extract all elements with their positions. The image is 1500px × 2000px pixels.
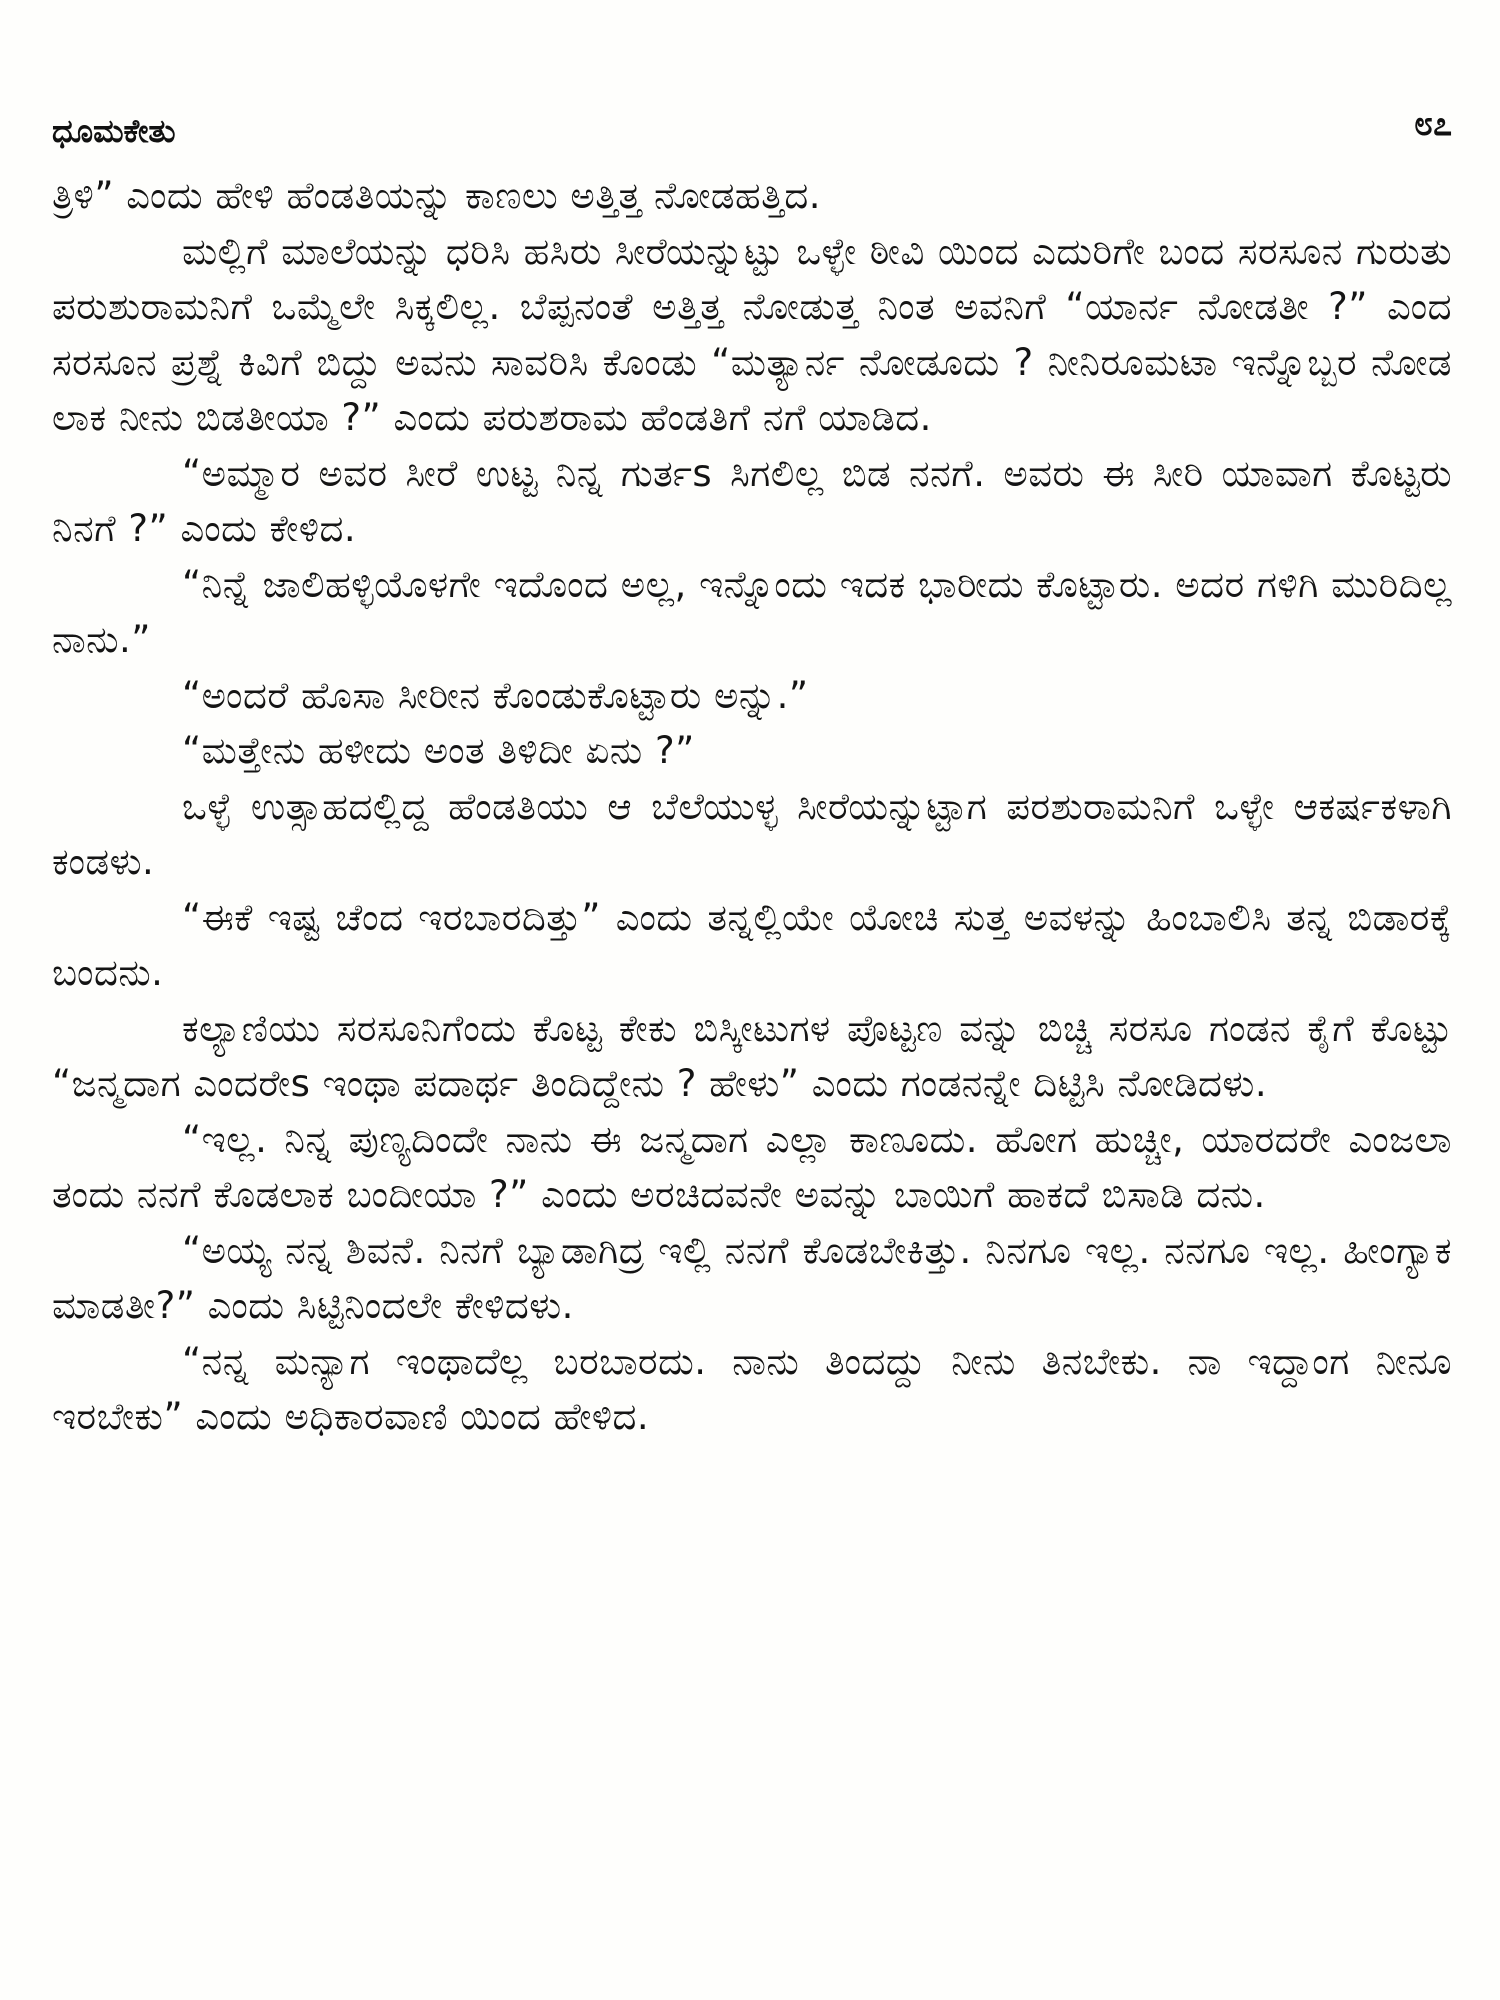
paragraph: “ನಿನ್ನೆ ಜಾಲಿಹಳ್ಳಿಯೊಳಗೇ ಇದೊಂದ ಅಲ್ಲ, ಇನ್ನೊಂದು ಇದಕ ಭಾರೀದು ಕೊಟ್ಟಾರು. ಅದರ ಗಳಿಗಿ ಮುರಿದಿಲ್ಲ ನಾನು.” xyxy=(52,562,1452,661)
paragraph: ಮಲ್ಲಿಗೆ ಮಾಲೆಯನ್ನು ಧರಿಸಿ ಹಸಿರು ಸೀರೆಯನ್ನುಟ್ಟು ಒಳ್ಳೇ ಠೀವಿ ಯಿಂದ ಎದುರಿಗೇ ಬಂದ ಸರಸೂನ ಗುರುತು ಪರುಶುರಾಮನಿಗೆ ಒಮ್ಮೆಲೇ ಸಿಕ್ಕಲಿಲ್ಲ. ಬೆಪ್ಪನಂತೆ ಅತ್ತಿತ್ತ ನೋಡುತ್ತ ನಿಂತ ಅವನಿಗೆ “ಯಾರ್ನ ನೋಡತೀ ?” ಎಂದ ಸರಸೂನ ಪ್ರಶ್ನೆ ಕಿವಿಗೆ ಬಿದ್ದು ಅವನು ಸಾವರಿಸಿ ಕೊಂಡು “ಮತ್ಯಾರ್ನ ನೋಡೂದು ? ನೀನಿರೂಮಟಾ ಇನ್ನೊಬ್ಬರ ನೋಡ ಲಾಕ ನೀನು ಬಿಡತೀಯಾ ?” ಎಂದು ಪರುಶರಾಮ ಹೆಂಡತಿಗೆ ನಗೆ ಯಾಡಿದ. xyxy=(52,229,1452,439)
paragraph: “ಅಮ್ಮಾರ ಅವರ ಸೀರೆ ಉಟ್ಟ ನಿನ್ನ ಗುರ್ತs ಸಿಗಲಿಲ್ಲ ಬಿಡ ನನಗೆ. ಅವರು ಈ ಸೀರಿ ಯಾವಾಗ ಕೊಟ್ಟರು ನಿನಗೆ ?” ಎಂದು ಕೇಳಿದ. xyxy=(52,451,1452,550)
paragraph: ತ್ರಿಳಿ” ಎಂದು ಹೇಳಿ ಹೆಂಡತಿಯನ್ನು ಕಾಣಲು ಅತ್ತಿತ್ತ ನೋಡಹತ್ತಿದ. xyxy=(52,174,821,217)
paragraph: ಕಲ್ಯಾಣಿಯು ಸರಸೂನಿಗೆಂದು ಕೊಟ್ಟ ಕೇಕು ಬಿಸ್ಕೀಟುಗಳ ಪೊಟ್ಟಣ ವನ್ನು ಬಿಚ್ಚಿ ಸರಸೂ ಗಂಡನ ಕೈಗೆ ಕೊಟ್ಟು “ಜನ್ಮದಾಗ ಎಂದರೇs ಇಂಥಾ ಪದಾರ್ಥ ತಿಂದಿದ್ದೇನು ? ಹೇಳು” ಎಂದು ಗಂಡನನ್ನೇ ದಿಟ್ಟಿಸಿ ನೋಡಿದಳು. xyxy=(52,1006,1452,1105)
page-header xyxy=(52,104,1452,172)
paragraph: “ಅಂದರೆ ಹೊಸಾ ಸೀರೀನ ಕೊಂಡುಕೊಟ್ಟಾರು ಅನ್ನು.” xyxy=(182,673,809,717)
body-text xyxy=(52,168,1452,1445)
paragraph: “ಇಲ್ಲ. ನಿನ್ನ ಪುಣ್ಯದಿಂದೇ ನಾನು ಈ ಜನ್ಮದಾಗ ಎಲ್ಲಾ ಕಾಣೂದು. ಹೋಗ ಹುಚ್ಚೀ, ಯಾರದರೇ ಎಂಜಲಾ ತಂದು ನನಗೆ ಕೊಡಲಾಕ ಬಂದೀಯಾ ?” ಎಂದು ಅರಚಿದವನೇ ಅವನ್ನು ಬಾಯಿಗೆ ಹಾಕದೆ ಬಿಸಾಡಿ ದನು. xyxy=(52,1117,1452,1216)
page-number: ೮೭ xyxy=(1413,104,1452,144)
paragraph: “ಅಯ್ಯ ನನ್ನ ಶಿವನೆ. ನಿನಗೆ ಬ್ಯಾಡಾಗಿದ್ರ ಇಲ್ಲಿ ನನಗೆ ಕೊಡಬೇಕಿತ್ತು. ನಿನಗೂ ಇಲ್ಲ. ನನಗೂ ಇಲ್ಲ. ಹೀಂಗ್ಯಾಕ ಮಾಡತೀ?” ಎಂದು ಸಿಟ್ಟಿನಿಂದಲೇ ಕೇಳಿದಳು. xyxy=(52,1228,1452,1327)
paragraph: ಒಳ್ಳೆ ಉತ್ಸಾಹದಲ್ಲಿದ್ದ ಹೆಂಡತಿಯು ಆ ಬೆಲೆಯುಳ್ಳ ಸೀರೆಯನ್ನುಟ್ಟಾಗ ಪರಶುರಾಮನಿಗೆ ಒಳ್ಳೇ ಆಕರ್ಷಕಳಾಗಿ ಕಂಡಳು. xyxy=(52,784,1452,883)
paragraph: “ಈಕೆ ಇಷ್ಟ ಚೆಂದ ಇರಬಾರದಿತ್ತು” ಎಂದು ತನ್ನಲ್ಲಿಯೇ ಯೋಚಿ ಸುತ್ತ ಅವಳನ್ನು ಹಿಂಬಾಲಿಸಿ ತನ್ನ ಬಿಡಾರಕ್ಕೆ ಬಂದನು. xyxy=(52,895,1452,994)
paragraph: “ನನ್ನ ಮನ್ಯಾಗ ಇಂಥಾದೆಲ್ಲ ಬರಬಾರದು. ನಾನು ತಿಂದದ್ದು ನೀನು ತಿನಬೇಕು. ನಾ ಇದ್ದಾಂಗ ನೀನೂ ಇರಬೇಕು” ಎಂದು ಅಧಿಕಾರವಾಣಿ ಯಿಂದ ಹೇಳಿದ. xyxy=(52,1339,1452,1438)
running-title: ಧೂಮಕೇತು xyxy=(52,112,176,150)
paragraph: “ಮತ್ತೇನು ಹಳೀದು ಅಂತ ತಿಳಿದೀ ಏನು ?” xyxy=(182,729,695,772)
